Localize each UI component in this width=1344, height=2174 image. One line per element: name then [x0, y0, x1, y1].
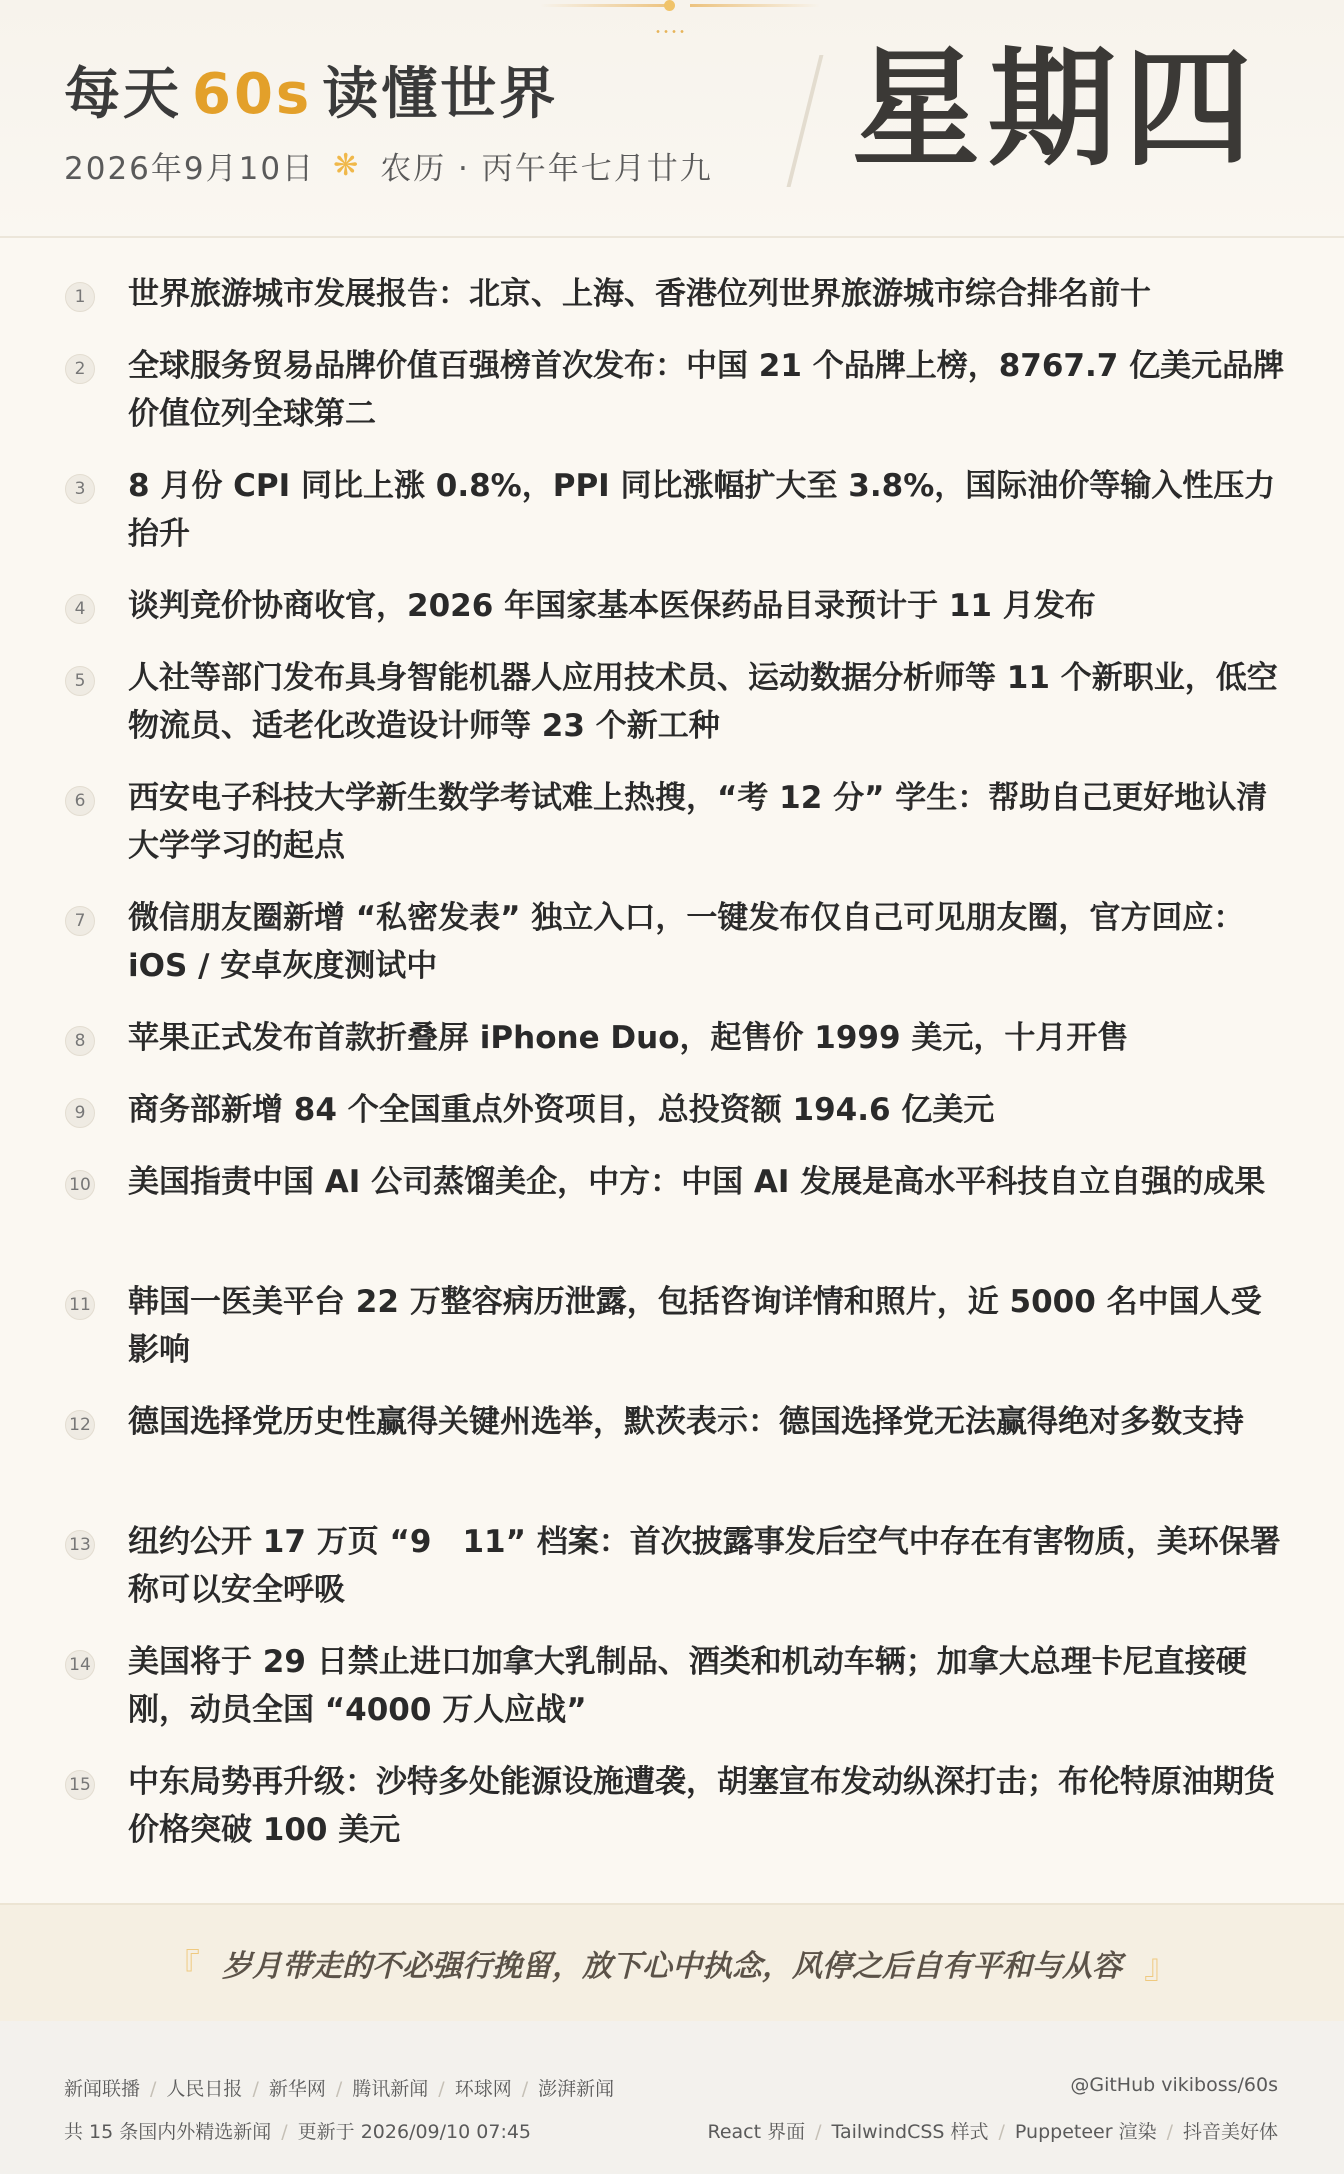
quote-close-mark: 』	[1144, 1946, 1178, 1987]
news-count: 共 15 条国内外精选新闻	[64, 2121, 272, 2143]
news-text: 纽约公开 17 万页 “9 11” 档案：首次披露事发后空气中存在有害物质，美环保署称可以安全呼吸	[128, 1524, 1281, 1608]
separator: /	[150, 2078, 157, 2100]
news-text: 中东局势再升级：沙特多处能源设施遭袭，胡塞宣布发动纵深打击；布伦特原油期货价格突破 100 美元	[128, 1764, 1275, 1848]
updated-time: 更新于 2026/09/10 07:45	[297, 2121, 532, 2143]
title-accent: 60s	[192, 62, 313, 127]
gregorian-date: 2026年9月10日	[64, 151, 316, 187]
tech-item: React 界面	[707, 2121, 806, 2143]
news-text: 韩国一医美平台 22 万整容病历泄露，包括咨询详情和照片，近 5000 名中国人受影响	[128, 1284, 1262, 1368]
decor-dots	[654, 30, 686, 33]
source-item: 环球网	[454, 2078, 512, 2100]
decor-line-left	[540, 4, 670, 7]
news-number-badge: 8	[65, 1026, 95, 1056]
news-text: 谈判竞价协商收官，2026 年国家基本医保药品目录预计于 11 月发布	[128, 588, 1096, 624]
source-item: 澎湃新闻	[538, 2078, 615, 2100]
news-sources	[64, 2074, 614, 2101]
tech-item: 抖音美好体	[1182, 2121, 1278, 2143]
news-text: 德国选择党历史性赢得关键州选举，默茨表示：德国选择党无法赢得绝对多数支持	[128, 1404, 1244, 1440]
quote-open-mark: 『	[166, 1946, 200, 1987]
source-item: 腾讯新闻	[352, 2078, 429, 2100]
github-credit: @GitHub vikiboss/60s	[1070, 2074, 1278, 2096]
flower-icon: ❋	[333, 148, 361, 183]
news-text: 美国指责中国 AI 公司蒸馏美企，中方：中国 AI 发展是高水平科技自立自强的成果	[128, 1164, 1266, 1200]
separator: /	[252, 2078, 259, 2100]
page-footer	[0, 2021, 1344, 2174]
news-text: 商务部新增 84 个全国重点外资项目，总投资额 194.6 亿美元	[128, 1092, 995, 1128]
separator: /	[1166, 2121, 1173, 2143]
news-number-badge: 10	[65, 1170, 95, 1200]
news-number-badge: 12	[65, 1410, 95, 1440]
news-number-badge: 13	[65, 1530, 95, 1560]
news-number-badge: 15	[65, 1770, 95, 1800]
lunar-date: 农历 · 丙午年七月廿九	[380, 151, 713, 187]
page-title	[64, 50, 558, 130]
decor-dot	[664, 0, 675, 11]
tech-item: TailwindCSS 样式	[831, 2121, 989, 2143]
news-text: 苹果正式发布首款折叠屏 iPhone Duo，起售价 1999 美元，十月开售	[128, 1020, 1129, 1056]
quote-text: 岁月带走的不必强行挽留，放下心中执念，风停之后自有平和与从容	[222, 1949, 1122, 1984]
top-decoration	[0, 0, 1344, 40]
tech-credits	[707, 2117, 1278, 2144]
page-header	[0, 0, 1344, 238]
news-text: 美国将于 29 日禁止进口加拿大乳制品、酒类和机动车辆；加拿大总理卡尼直接硬刚，动员全国 “4000 万人应战”	[128, 1644, 1247, 1728]
news-number-badge: 14	[65, 1650, 95, 1680]
separator: /	[998, 2121, 1005, 2143]
news-number-badge: 7	[65, 906, 95, 936]
news-number-badge: 2	[65, 354, 95, 384]
tech-item: Puppeteer 渲染	[1014, 2121, 1157, 2143]
header-divider	[787, 55, 824, 187]
title-post: 读懂世界	[322, 62, 559, 127]
source-item: 新闻联播	[64, 2078, 141, 2100]
separator: /	[815, 2121, 822, 2143]
separator: /	[521, 2078, 529, 2100]
date-line	[64, 143, 713, 188]
news-number-badge: 3	[65, 474, 95, 504]
source-item: 新华网	[268, 2078, 326, 2100]
daily-quote	[0, 1903, 1344, 2023]
news-number-badge: 11	[65, 1290, 95, 1320]
decor-line-right	[690, 4, 820, 7]
news-text: 8 月份 CPI 同比上涨 0.8%，PPI 同比涨幅扩大至 3.8%，国际油价等输入性压力抬升	[128, 468, 1276, 552]
source-item: 人民日报	[166, 2078, 243, 2100]
news-number-badge: 5	[65, 666, 95, 696]
news-text: 全球服务贸易品牌价值百强榜首次发布：中国 21 个品牌上榜，8767.7 亿美元品牌价值位列全球第二	[128, 348, 1285, 432]
news-text: 西安电子科技大学新生数学考试难上热搜，“考 12 分” 学生：帮助自己更好地认清大学学习的起点	[128, 780, 1268, 864]
separator: /	[281, 2121, 288, 2143]
news-text: 人社等部门发布具身智能机器人应用技术员、运动数据分析师等 11 个新职业，低空物流员、适老化改造设计师等 23 个新工种	[128, 660, 1278, 744]
separator: /	[438, 2078, 445, 2100]
weekday: 星期四	[851, 35, 1260, 184]
separator: /	[335, 2078, 343, 2100]
news-number-badge: 4	[65, 594, 95, 624]
news-number-badge: 1	[65, 282, 95, 312]
news-number-badge: 9	[65, 1098, 95, 1128]
title-pre: 每天	[64, 62, 182, 127]
news-meta	[64, 2117, 531, 2144]
news-text: 微信朋友圈新增 “私密发表” 独立入口，一键发布仅自己可见朋友圈，官方回应：iOS / 安卓灰度测试中	[128, 900, 1245, 984]
news-text: 世界旅游城市发展报告：北京、上海、香港位列世界旅游城市综合排名前十	[128, 276, 1151, 312]
news-number-badge: 6	[65, 786, 95, 816]
